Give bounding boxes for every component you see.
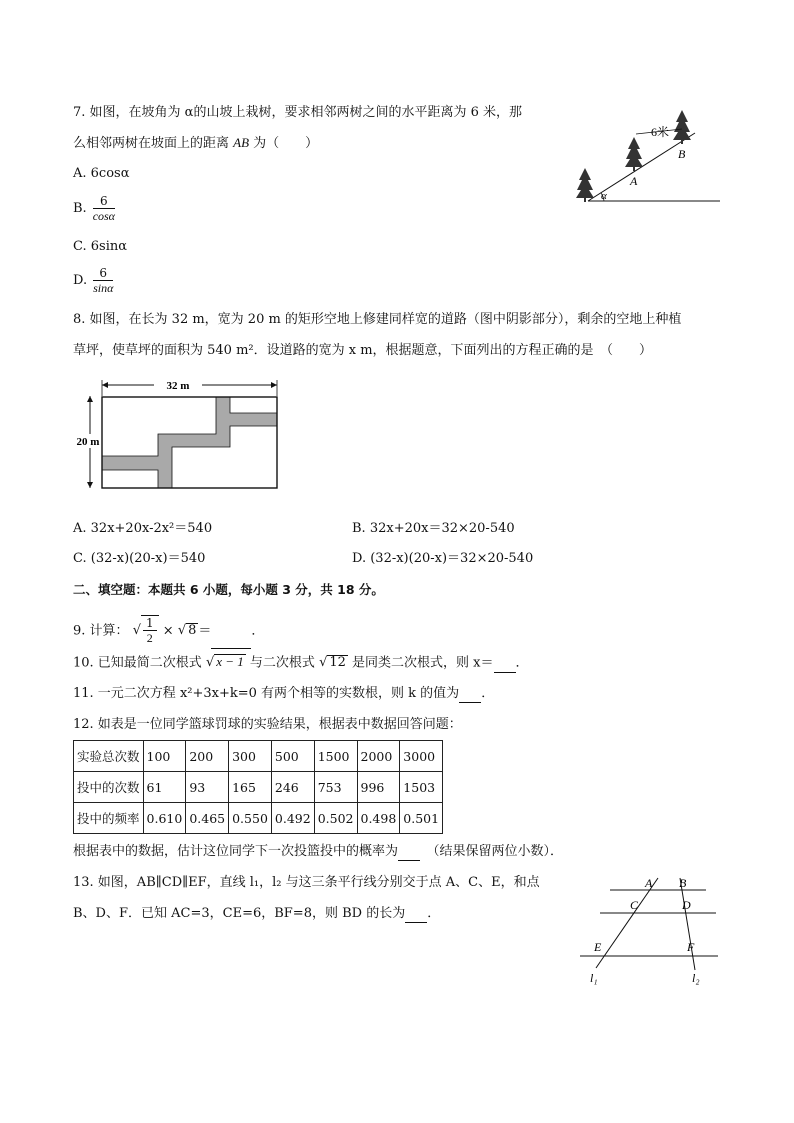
- q8-fig-width-label: 20 m: [76, 436, 100, 448]
- q12-after-tail: （结果保留两位小数）．: [420, 844, 564, 859]
- table-cell: 100: [143, 741, 186, 772]
- q10-rad1: x − 1: [216, 654, 244, 669]
- q13-fig-l1: l₁: [590, 971, 598, 985]
- table-cell: 0.550: [229, 803, 272, 834]
- table-cell: 3000: [400, 741, 443, 772]
- q7-stem-tail: 为（ ）: [249, 136, 319, 151]
- q13-answer-blank[interactable]: [405, 908, 427, 923]
- tree-icon: [673, 110, 691, 144]
- q8-option-a[interactable]: A. 32x+20x-2x²＝540: [73, 521, 213, 536]
- q12-after-text: 根据表中的数据，估计这位同学下一次投篮投中的概率为: [73, 844, 399, 859]
- table-cell: 1500: [314, 741, 357, 772]
- table-cell: 200: [186, 741, 229, 772]
- q7-option-b[interactable]: [73, 194, 115, 223]
- q13-fig-f: F: [687, 940, 695, 954]
- q7-fig-alpha: α: [601, 190, 607, 202]
- table-row-header: 投中的频率: [74, 803, 144, 834]
- q7-fig-distance-label: 6米: [650, 125, 670, 139]
- q7-d-numerator: 6: [93, 266, 113, 281]
- table-cell: 93: [186, 772, 229, 803]
- q10-line: [73, 654, 529, 673]
- table-cell: 246: [271, 772, 314, 803]
- q10-text-c: 是同类二次根式，则 x＝: [347, 655, 494, 671]
- q12-after: [73, 843, 563, 861]
- q8-stem-line2: 草坪，使草坪的面积为 540 m²．设道路的宽为 x m，根据题意，下面列出的方程正确的是 （ ）: [73, 343, 653, 358]
- q13-fig-e: E: [594, 940, 602, 954]
- q13-line2: [73, 905, 440, 923]
- q9-sqrt-8: √ 8: [177, 623, 197, 638]
- q7-ab: AB: [233, 135, 250, 150]
- q11-end: ．: [481, 686, 495, 701]
- q10-text-b: 与二次根式: [245, 655, 320, 671]
- table-row-header: 投中的次数: [74, 772, 144, 803]
- q11-text: 11. 一元二次方程 x²+3x+k=0 有两个相等的实数根，则 k 的值为: [73, 686, 460, 701]
- table-cell: 0.502: [314, 803, 357, 834]
- q8-option-b[interactable]: B. 32x+20x＝32×20-540: [352, 521, 515, 536]
- tree-icon: [576, 168, 594, 202]
- table-cell: 1503: [400, 772, 443, 803]
- table-cell: 500: [271, 741, 314, 772]
- q9-line: [73, 614, 264, 648]
- q10-text-a: 10. 已知最简二次根式: [73, 655, 206, 671]
- table-cell: 0.610: [143, 803, 186, 834]
- q10-rad2: 12: [329, 655, 346, 670]
- q13-fig-c: C: [630, 898, 639, 912]
- q7-stem-text: 么相邻两树在坡面上的距离: [73, 136, 234, 151]
- q7-fig-label-a: A: [630, 174, 638, 188]
- q10-answer-blank[interactable]: [494, 658, 516, 673]
- q12-stem: 12. 如表是一位同学篮球罚球的实验结果，根据表中数据回答问题：: [73, 717, 462, 732]
- q7-stem-line1: 7. 如图，在坡角为 α的山坡上栽树，要求相邻两树之间的水平距离为 6 米，那: [73, 105, 522, 120]
- q12-answer-blank[interactable]: [398, 846, 420, 861]
- q10-sqrt-x-1: √ x − 1: [205, 654, 244, 670]
- q8-fig-length-label: 32 m: [166, 380, 190, 392]
- q7-option-b-label: B.: [73, 201, 87, 216]
- q9-end: ．: [251, 623, 265, 639]
- table-cell: 61: [143, 772, 186, 803]
- table-row: [74, 772, 443, 803]
- q8-option-c[interactable]: C. (32-x)(20-x)＝540: [73, 551, 206, 566]
- q13-fig-b: B: [679, 876, 687, 890]
- table-cell: 0.501: [400, 803, 443, 834]
- q13-end: ．: [427, 906, 441, 921]
- q7-option-d-label: D.: [73, 273, 88, 288]
- q9-frac-num: 1: [143, 616, 157, 631]
- q7-b-denominator: cosα: [92, 209, 115, 223]
- q7-b-numerator: 6: [93, 194, 115, 209]
- table-row: [74, 741, 443, 772]
- q7-fig-label-b: B: [678, 147, 686, 161]
- table-row-header: 实验总次数: [74, 741, 144, 772]
- table-cell: 0.492: [271, 803, 314, 834]
- q8-option-d[interactable]: D. (32-x)(20-x)＝32×20-540: [352, 551, 534, 566]
- q9-frac-den: 2: [146, 631, 153, 645]
- table-cell: 0.498: [357, 803, 400, 834]
- q7-stem-line2: [73, 134, 318, 153]
- q9-eq: ＝: [198, 623, 212, 639]
- tree-icon: [625, 137, 643, 171]
- table-row: [74, 803, 443, 834]
- q10-end: ．: [515, 655, 529, 671]
- q13-line1: 13. 如图，AB∥CD∥EF，直线 l₁，l₂ 与这三条平行线分别交于点 A、C、E，和点: [73, 875, 540, 890]
- q11-line: [73, 685, 494, 703]
- q7-d-denominator: sinα: [93, 281, 114, 295]
- section-2-title: 二、填空题：本题共 6 小题，每小题 3 分，共 18 分。: [73, 582, 384, 597]
- q9-rad8: 8: [188, 623, 197, 638]
- q9-answer-blank[interactable]: [211, 634, 251, 649]
- table-cell: 165: [229, 772, 272, 803]
- q12-results-table: [73, 740, 443, 834]
- table-cell: 996: [357, 772, 400, 803]
- q13-fig-l2: l₂: [692, 971, 700, 985]
- q11-answer-blank[interactable]: [459, 688, 481, 703]
- table-cell: 0.465: [186, 803, 229, 834]
- q13-parallel-lines-figure: [578, 872, 723, 987]
- q9-times: ×: [162, 623, 174, 639]
- q13-fig-d: D: [682, 898, 691, 912]
- q10-sqrt-12: √ 12: [319, 655, 346, 670]
- table-cell: 753: [314, 772, 357, 803]
- q7-option-d[interactable]: [73, 266, 113, 295]
- q13-text: B、D、F．已知 AC=3，CE=6，BF=8，则 BD 的长为: [73, 906, 406, 921]
- q7-option-c[interactable]: C. 6sinα: [73, 239, 127, 254]
- q9-label: 9. 计算：: [73, 623, 129, 639]
- table-cell: 2000: [357, 741, 400, 772]
- q13-fig-a: A: [645, 876, 653, 890]
- q8-rectangle-figure: [70, 376, 285, 494]
- q9-sqrt-half: √ $\frac{1}{2}$: [133, 614, 159, 648]
- table-cell: 300: [229, 741, 272, 772]
- q7-option-a[interactable]: A. 6cosα: [73, 166, 130, 181]
- q8-stem-line1: 8. 如图，在长为 32 m，宽为 20 m 的矩形空地上修建同样宽的道路（图中阴影部分），剩余的空地上种植: [73, 312, 682, 327]
- q7-slope-figure: [570, 108, 730, 208]
